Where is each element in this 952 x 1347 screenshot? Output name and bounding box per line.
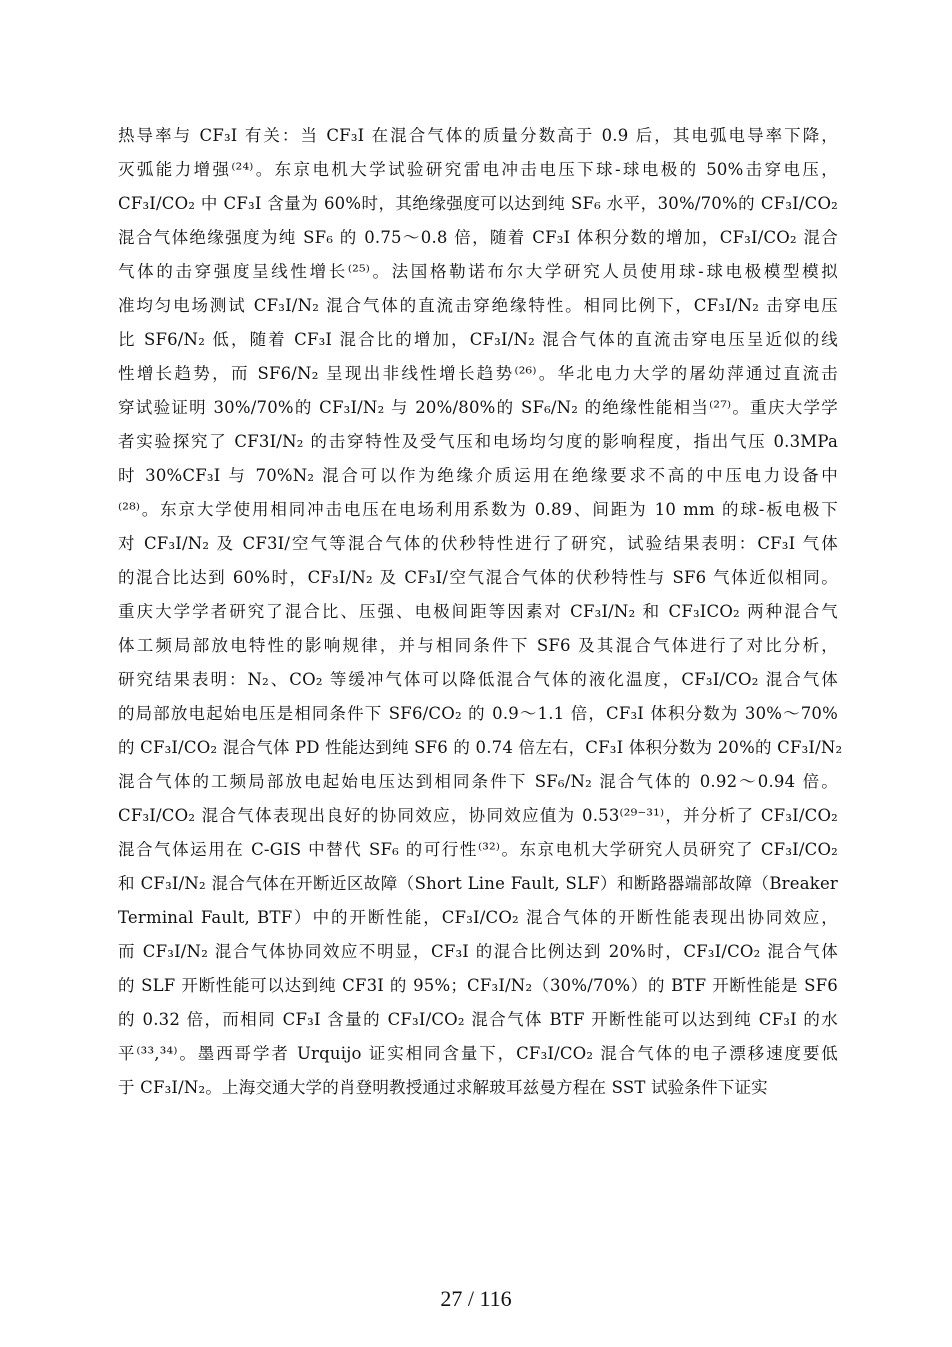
text-line: 混合气体的工频局部放电起始电压达到相同条件下 SF₆/N₂ 混合气体的 0.92～0.94 倍。 bbox=[118, 772, 838, 791]
text-line: 的 0.32 倍，而相同 CF₃I 含量的 CF₃I/CO₂ 混合气体 BTF 开断性能可以达到纯 CF₃I 的水 bbox=[118, 1010, 838, 1029]
text-line: 灭弧能力增强⁽²⁴⁾。东京电机大学试验研究雷电冲击电压下球-球电极的 50%击穿电压， bbox=[118, 160, 838, 179]
text-line: 者实验探究了 CF3I/N₂ 的击穿特性及受气压和电场均匀度的影响程度，指出气压 0.3MPa bbox=[118, 432, 838, 451]
text-line: CF₃I/CO₂ 中 CF₃I 含量为 60%时，其绝缘强度可以达到纯 SF₆ 水平，30%/70%的 CF₃I/CO₂ bbox=[118, 194, 838, 213]
text-line: 平⁽³³,³⁴⁾。墨西哥学者 Urquijo 证实相同含量下，CF₃I/CO₂ 混合气体的电子漂移速度要低 bbox=[118, 1044, 838, 1063]
text-line: 于 CF₃I/N₂。上海交通大学的肖登明教授通过求解玻耳兹曼方程在 SST 试验条件下证实 bbox=[118, 1078, 768, 1097]
text-line: 性增长趋势，而 SF6/N₂ 呈现出非线性增长趋势⁽²⁶⁾。华北电力大学的屠幼萍通过直流击 bbox=[118, 364, 838, 383]
text-line: 研究结果表明：N₂、CO₂ 等缓冲气体可以降低混合气体的液化温度，CF₃I/CO₂ 混合气体 bbox=[118, 670, 838, 689]
text-line: 而 CF₃I/N₂ 混合气体协同效应不明显，CF₃I 的混合比例达到 20%时，CF₃I/CO₂ 混合气体 bbox=[118, 942, 838, 961]
text-line: 的局部放电起始电压是相同条件下 SF6/CO₂ 的 0.9～1.1 倍，CF₃I 体积分数为 30%～70% bbox=[118, 704, 838, 723]
text-line: 对 CF₃I/N₂ 及 CF3I/空气等混合气体的伏秒特性进行了研究，试验结果表明：CF₃I 气体 bbox=[118, 534, 838, 553]
text-line: 的混合比达到 60%时，CF₃I/N₂ 及 CF₃I/空气混合气体的伏秒特性与 SF6 气体近似相同。 bbox=[118, 568, 838, 587]
text-line: 混合气体绝缘强度为纯 SF₆ 的 0.75～0.8 倍，随着 CF₃I 体积分数的增加，CF₃I/CO₂ 混合 bbox=[118, 228, 838, 247]
text-line: 气体的击穿强度呈线性增长⁽²⁵⁾。法国格勒诺布尔大学研究人员使用球-球电极模型模拟 bbox=[118, 262, 838, 281]
text-line: 混合气体运用在 C-GIS 中替代 SF₆ 的可行性⁽³²⁾。东京电机大学研究人员研究了 CF₃I/CO₂ bbox=[118, 840, 838, 859]
page-number: 27 / 116 bbox=[440, 1286, 512, 1311]
text-line: 的 SLF 开断性能可以达到纯 CF3I 的 95%；CF₃I/N₂（30%/70%）的 BTF 开断性能是 SF6 bbox=[118, 976, 838, 995]
text-line: ⁽²⁸⁾。东京大学使用相同冲击电压在电场利用系数为 0.89、间距为 10 mm 的球-板电极下 bbox=[118, 500, 838, 519]
text-line: Terminal Fault, BTF）中的开断性能，CF₃I/CO₂ 混合气体的开断性能表现出协同效应， bbox=[118, 908, 838, 927]
text-line: 比 SF6/N₂ 低，随着 CF₃I 混合比的增加，CF₃I/N₂ 混合气体的直流击穿电压呈近似的线 bbox=[118, 330, 838, 349]
text-line: 穿试验证明 30%/70%的 CF₃I/N₂ 与 20%/80%的 SF₆/N₂ 的绝缘性能相当⁽²⁷⁾。重庆大学学 bbox=[118, 398, 838, 417]
text-line: 热导率与 CF₃I 有关：当 CF₃I 在混合气体的质量分数高于 0.9 后，其电弧电导率下降， bbox=[118, 126, 838, 145]
text-line: 的 CF₃I/CO₂ 混合气体 PD 性能达到纯 SF6 的 0.74 倍左右，CF₃I 体积分数为 20%的 CF₃I/N₂ bbox=[118, 738, 843, 757]
text-line: 体工频局部放电特性的影响规律，并与相同条件下 SF6 及其混合气体进行了对比分析， bbox=[118, 636, 838, 655]
text-line: CF₃I/CO₂ 混合气体表现出良好的协同效应，协同效应值为 0.53⁽²⁹⁻³¹⁾，并分析了 CF₃I/CO₂ bbox=[118, 806, 838, 825]
body-paragraph bbox=[118, 119, 843, 1105]
text-line: 和 CF₃I/N₂ 混合气体在开断近区故障（Short Line Fault, SLF）和断路器端部故障（Breaker bbox=[118, 874, 838, 893]
text-line: 重庆大学学者研究了混合比、压强、电极间距等因素对 CF₃I/N₂ 和 CF₃ICO₂ 两种混合气 bbox=[118, 602, 838, 621]
text-line: 准均匀电场测试 CF₃I/N₂ 混合气体的直流击穿绝缘特性。相同比例下，CF₃I/N₂ 击穿电压 bbox=[118, 296, 838, 315]
text-line: 时 30%CF₃I 与 70%N₂ 混合可以作为绝缘介质运用在绝缘要求不高的中压电力设备中 bbox=[118, 466, 838, 485]
